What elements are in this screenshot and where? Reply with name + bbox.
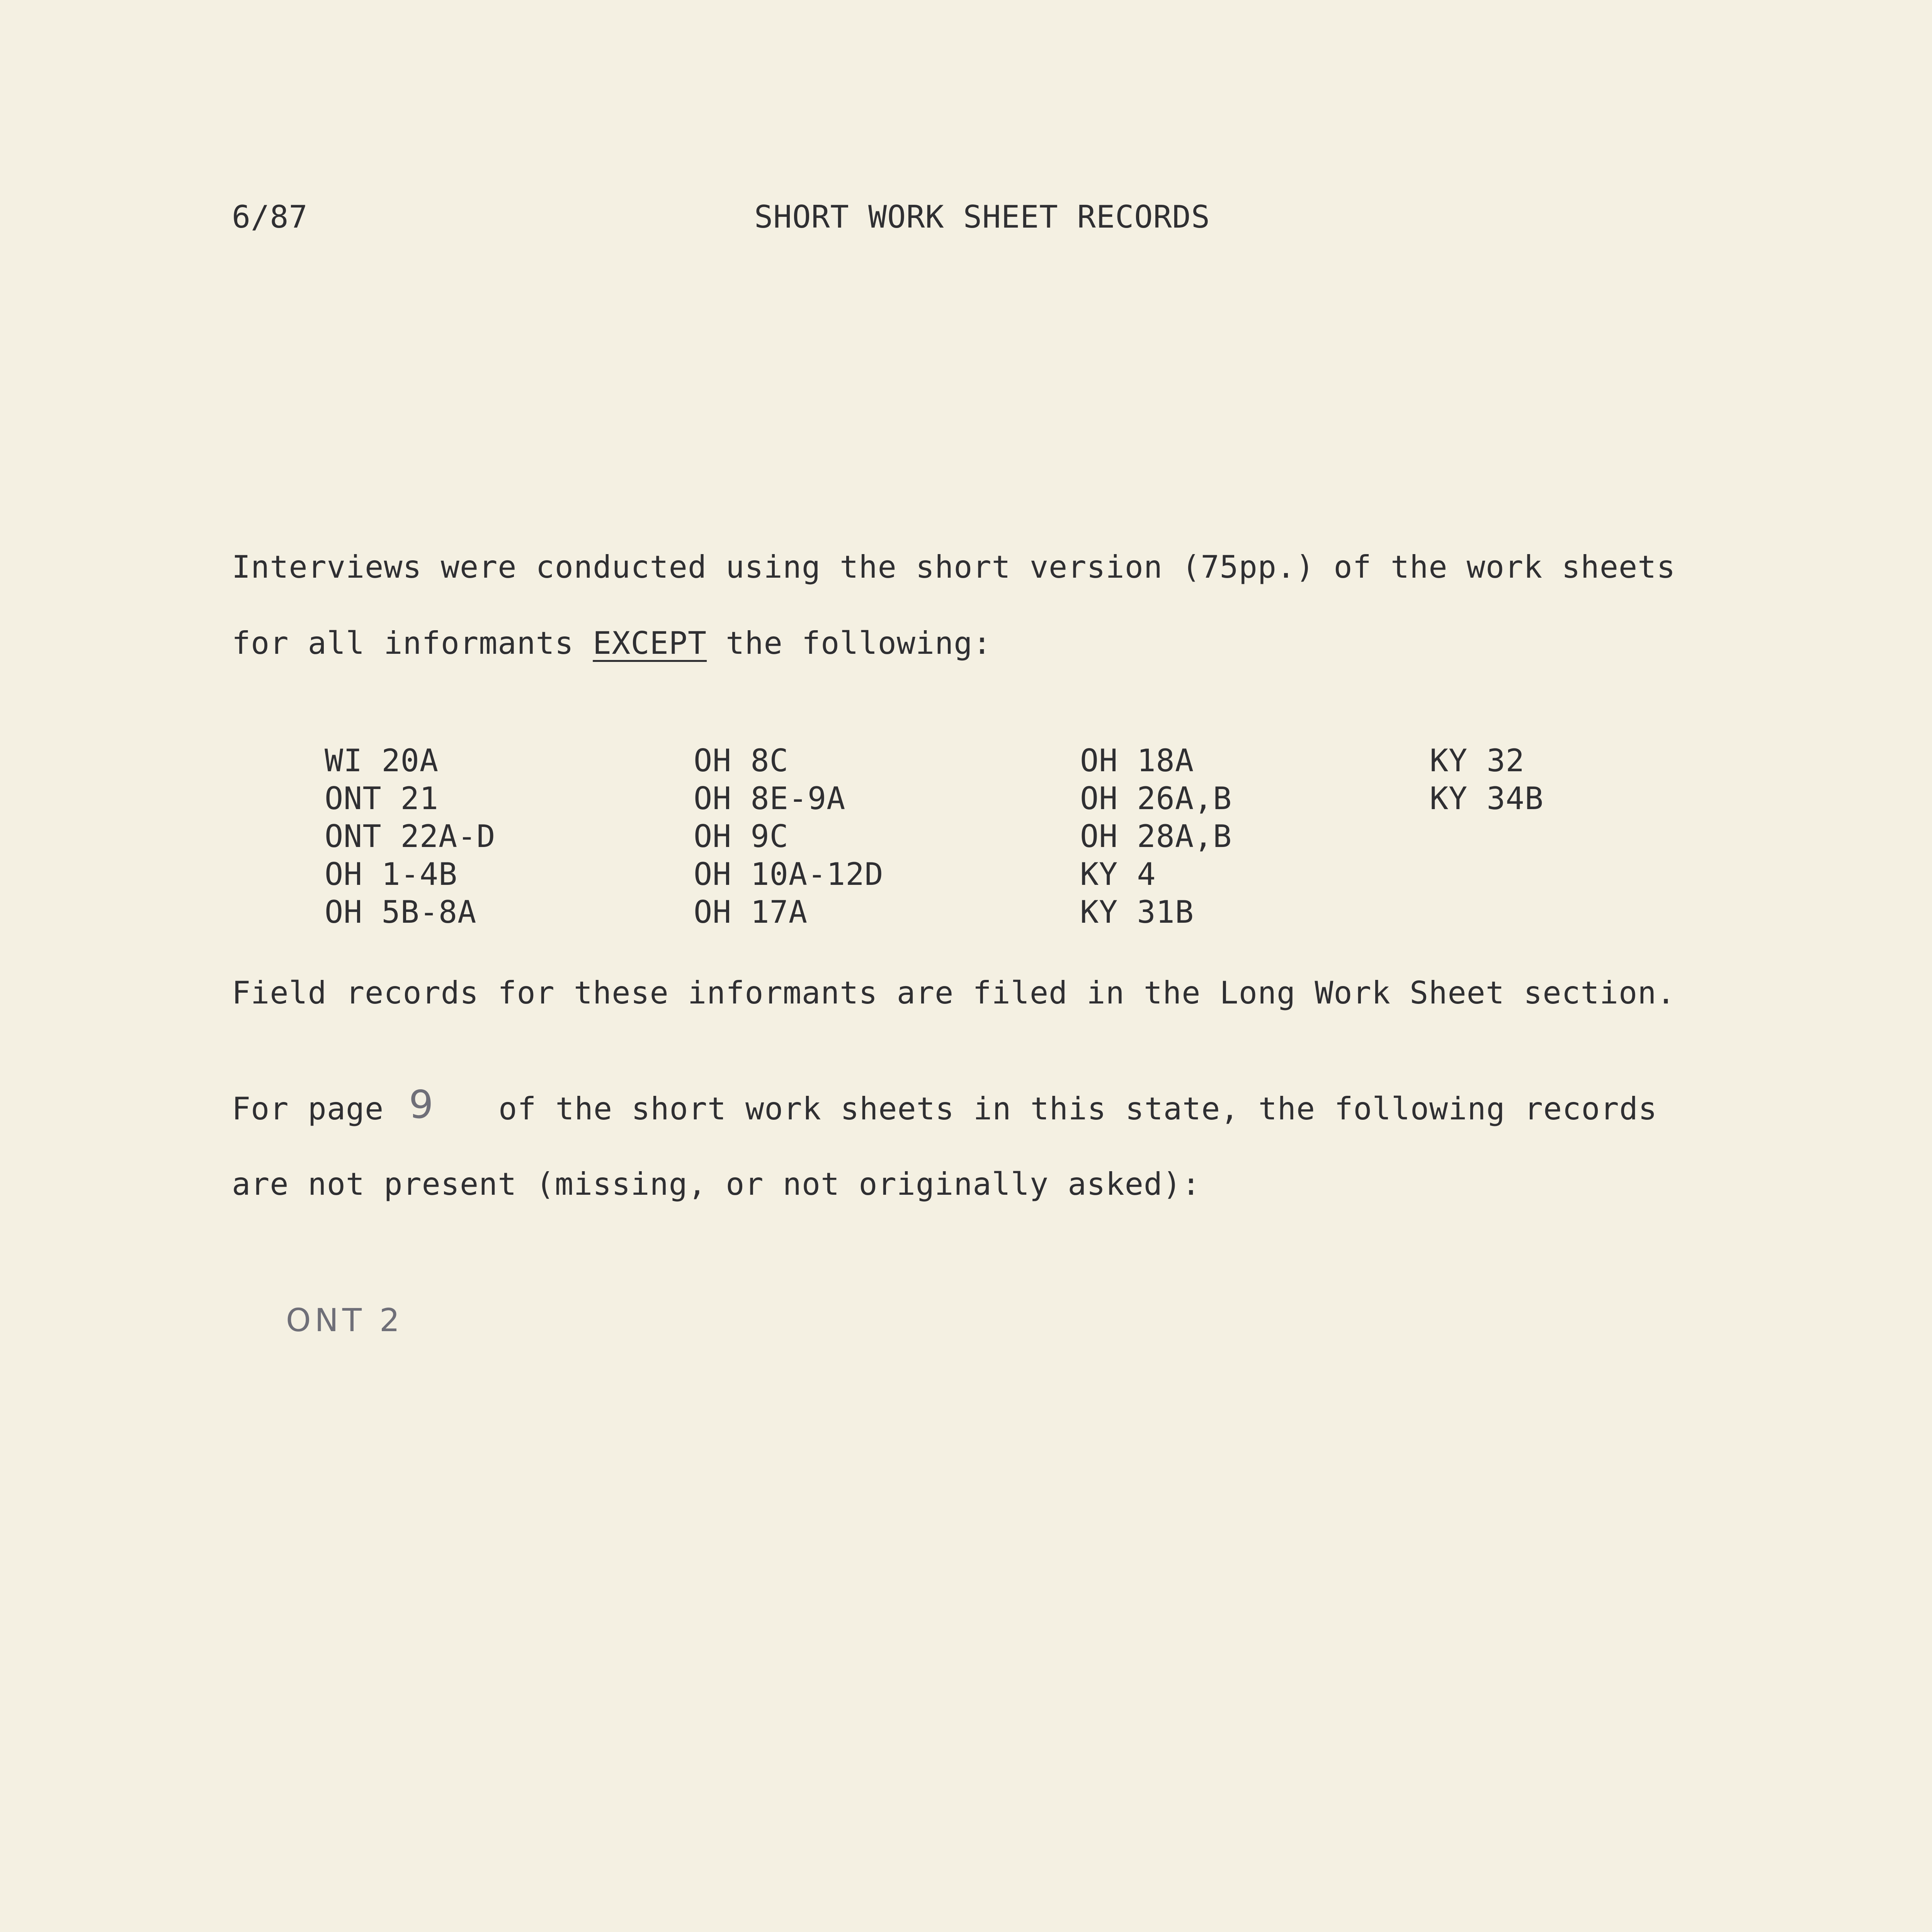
handwritten-missing-record: ONT 2 bbox=[286, 1302, 404, 1339]
informant-column-3 bbox=[1080, 742, 1232, 931]
informant-column-4 bbox=[1430, 742, 1544, 818]
informant-entry: ONT 22A-D bbox=[325, 818, 496, 854]
informant-entry: OH 26A,B bbox=[1080, 781, 1232, 816]
informant-entry: KY 31B bbox=[1080, 894, 1194, 930]
page-note-suffix: of the short work sheets in this state, the following records bbox=[498, 1091, 1658, 1127]
informant-entry: OH 1-4B bbox=[325, 856, 458, 892]
informant-entry: OH 8C bbox=[694, 743, 789, 779]
intro-line-1: Interviews were conducted using the short version (75pp.) of the work sheets bbox=[232, 549, 1676, 585]
informant-entry: OH 28A,B bbox=[1080, 818, 1232, 854]
document-title: SHORT WORK SHEET RECORDS bbox=[754, 199, 1210, 235]
informant-entry: KY 32 bbox=[1430, 743, 1525, 779]
informant-entry: ONT 21 bbox=[325, 781, 439, 816]
informant-entry: OH 8E-9A bbox=[694, 781, 846, 816]
page-note-line-2: are not present (missing, or not originally asked): bbox=[232, 1166, 1201, 1202]
intro-line-2-end: the following: bbox=[707, 625, 992, 661]
page-note-prefix: For page bbox=[232, 1091, 384, 1127]
informant-entry: OH 17A bbox=[694, 894, 808, 930]
informant-entry: OH 10A-12D bbox=[694, 856, 884, 892]
informant-column-1 bbox=[325, 742, 495, 931]
intro-line-2 bbox=[232, 625, 992, 661]
document-date: 6/87 bbox=[232, 199, 308, 235]
informant-entry: OH 9C bbox=[694, 818, 789, 854]
field-records-note: Field records for these informants are filed in the Long Work Sheet section. bbox=[232, 975, 1676, 1011]
informant-entry: OH 18A bbox=[1080, 743, 1194, 779]
informant-entry: KY 34B bbox=[1430, 781, 1544, 816]
informant-entry: OH 5B-8A bbox=[325, 894, 477, 930]
except-emphasis: EXCEPT bbox=[593, 625, 707, 661]
informant-entry: KY 4 bbox=[1080, 856, 1156, 892]
intro-line-2-start: for all informants bbox=[232, 625, 593, 661]
informant-column-2 bbox=[694, 742, 884, 931]
handwritten-page-number: 9 bbox=[409, 1082, 434, 1127]
informant-entry: WI 20A bbox=[325, 743, 439, 779]
